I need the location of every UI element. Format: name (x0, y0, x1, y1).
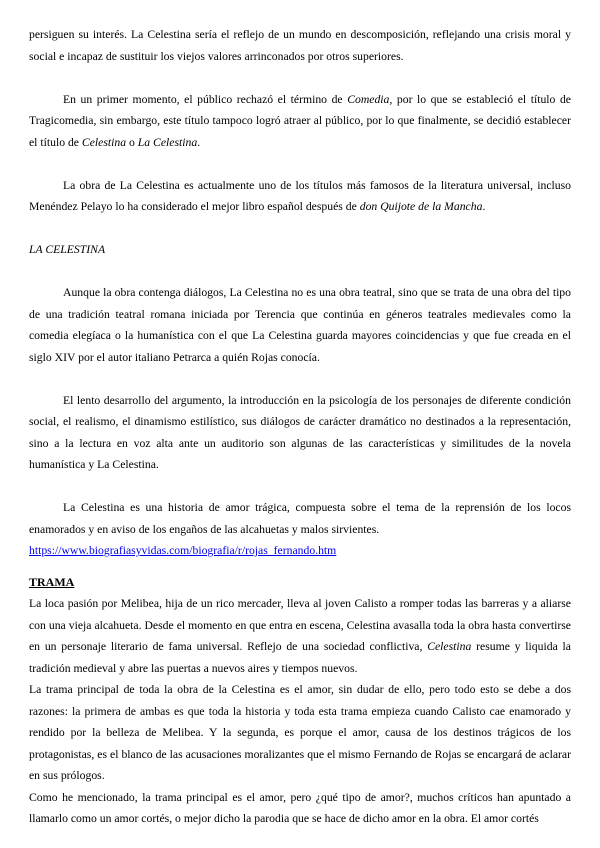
source-link[interactable]: https://www.biografiasyvidas.com/biografia/r/rojas_fernando.htm (29, 544, 337, 557)
section-heading-la-celestina: LA CELESTINA (29, 243, 106, 256)
paragraph-characteristics: El lento desarrollo del argumento, la introducción en la psicología de los personajes de diferente condición social, el realismo, el dinamismo estilístico, sus diálogos de carácter dramático no destinados a la representación, sino a la lectura en voz alta ante un auditorio son algunas de las características y similitudes de la novela humanística y La Celestina. (29, 393, 571, 471)
source-link-paragraph (29, 540, 571, 562)
section-heading-trama: TRAMA (29, 574, 75, 589)
paragraph-intro-continuation: persiguen su interés. La Celestina sería el reflejo de un mundo en descomposición, reflejando una crisis moral y social e incapaz de sustituir los viejos valores arrinconados por otros superiores. (29, 28, 571, 63)
paragraph-trama-summary: La loca pasión por Melibea, hija de un rico mercader, lleva al joven Calisto a romper todas las barreras y a aliarse con una vieja alcahueta. Desde el momento en que entra en escena, Celestina avasalla toda la obra hasta convertirse en un personaje literario de fama universal. Reflejo de una sociedad conflictiva, Celestina resume y liquida la tradición medieval y abre las puertas a nuevos aires y tiempos nuevos. (29, 597, 571, 675)
paragraph-trama-courtly-love: Como he mencionado, la trama principal es el amor, pero ¿qué tipo de amor?, muchos críticos han apuntado a llamarlo como un amor cortés, o mejor dicho la parodia que se hace de dicho amor en la obra. El amor cortés (29, 790, 571, 825)
paragraph-title-history: En un primer momento, el público rechazó el término de Comedia, por lo que se estableció el título de Tragicomedia, sin embargo, este título tampoco logró atraer al público, por lo que finalmente, se decidió establecer el título de Celestina o La Celestina. (29, 92, 571, 149)
paragraph-trama-love: La trama principal de toda la obra de la Celestina es el amor, sin dudar de ello, pero todo esto se debe a dos razones: la primera de ambas es que toda la historia y toda esta trama empieza cuando Calisto cae enamorado y rendido por la belleza de Melibea. Y la segunda, es porque el amor, causa de los destinos trágicos de los protagonistas, es el blanco de las acusaciones moralizantes que el mismo Fernando de Rojas se encargará de aclarar en sus prólogos. (29, 683, 571, 782)
paragraph-genre: Aunque la obra contenga diálogos, La Celestina no es una obra teatral, sino que se trata de una obra del tipo de una tradición teatral romana iniciada por Terencia que continúa en géneros teatrales medievales como la comedia elegíaca o la humanística con el que La Celestina guarda mayores coincidencias y que fue creada en el siglo XIV por el autor italiano Petrarca a quién Rojas conocía. (29, 286, 571, 364)
paragraph-fame: La obra de La Celestina es actualmente uno de los títulos más famosos de la literatura universal, incluso Menéndez Pelayo lo ha considerado el mejor libro español después de don Quijote de la Mancha. (29, 178, 571, 213)
paragraph-love-story: La Celestina es una historia de amor trágica, compuesta sobre el tema de la reprensión de los locos enamorados y en aviso de los engaños de las alcahuetas y malos sirvientes. (29, 501, 571, 536)
